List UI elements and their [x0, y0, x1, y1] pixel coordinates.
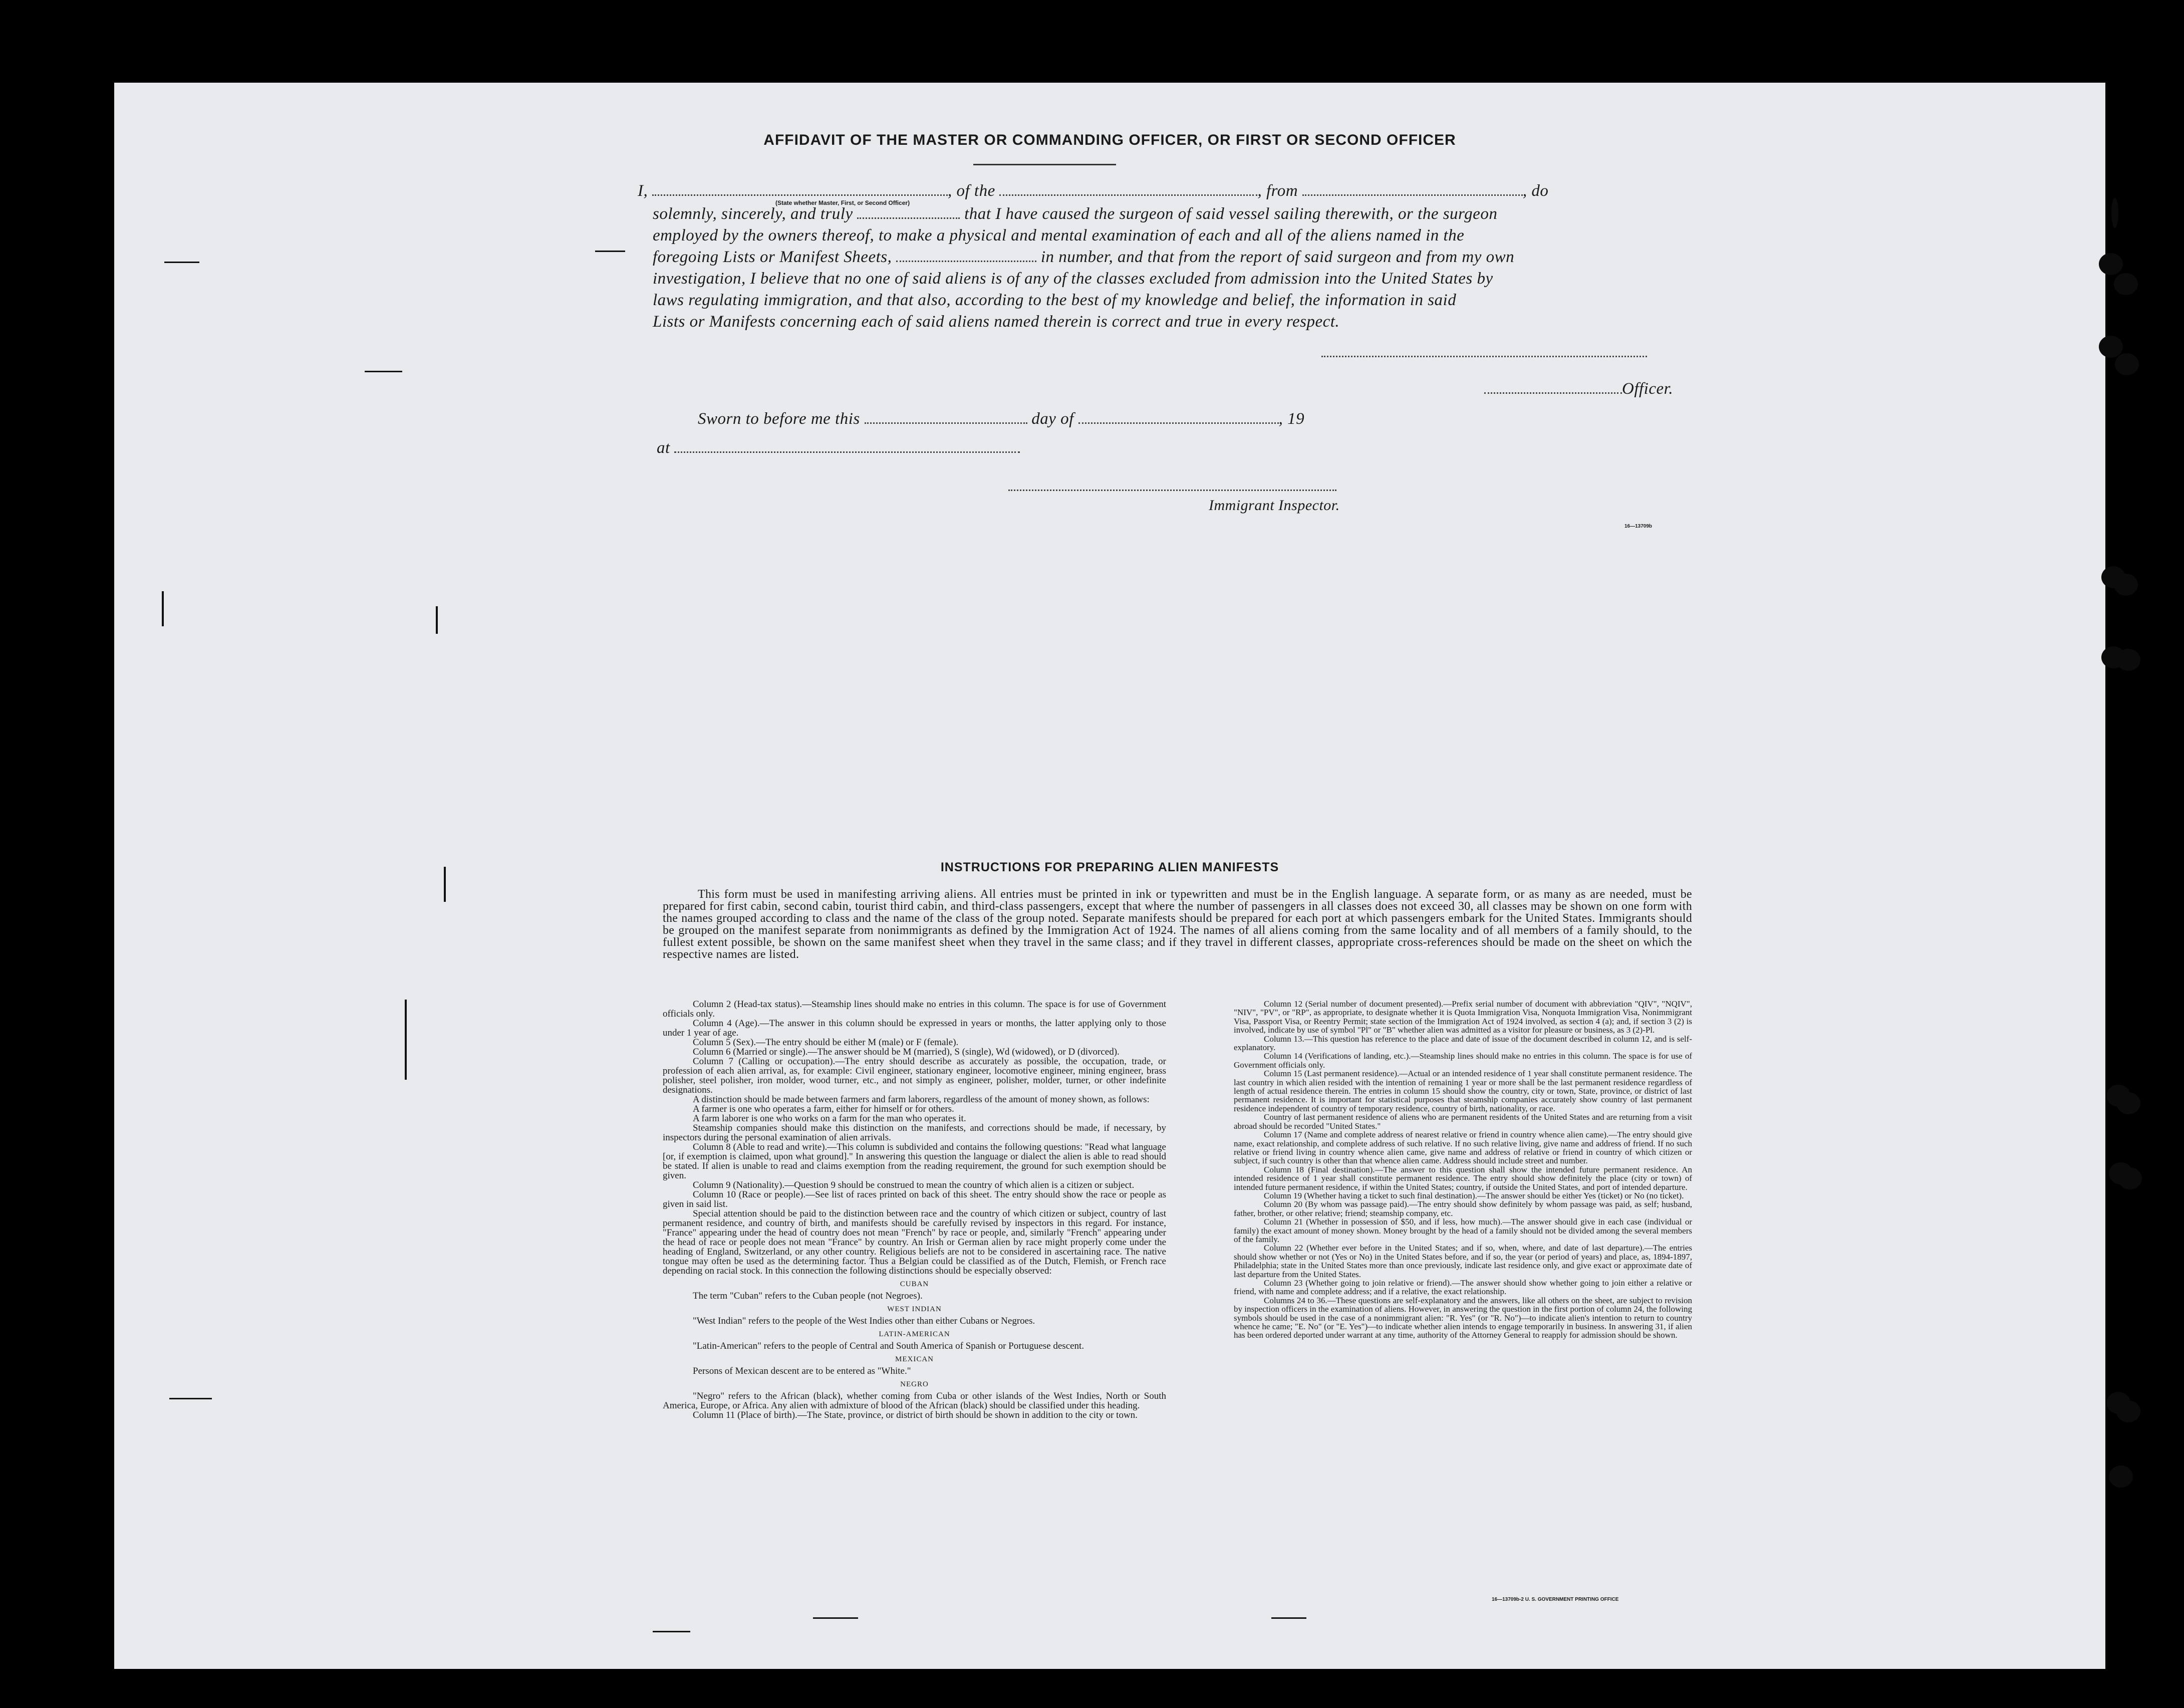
- officer-rank-note: (State whether Master, First, or Second Officer): [775, 199, 910, 206]
- binder-hole: [2118, 1167, 2142, 1189]
- col14-paragraph: Column 14 (Verifications of landing, etc.).—Steamship lines should make no entries in this column. The space is for use of Government officials only.: [1234, 1051, 1692, 1070]
- scan-mark: [436, 606, 438, 634]
- instructions-right-column: [1234, 1000, 1692, 1340]
- mexican-text: Persons of Mexican descent are to be entered as "White.": [693, 1366, 911, 1376]
- officer-name-field[interactable]: [1484, 392, 1622, 394]
- scan-mark: [653, 1631, 690, 1632]
- at-line: [657, 437, 1020, 459]
- affidavit-in-number: in number, and that from the report of said surgeon and from my own: [1040, 248, 1515, 266]
- sworn-place-field[interactable]: [674, 451, 1020, 453]
- col10-paragraph: Column 10 (Race or people).—See list of races printed on back of this sheet. The entry should show the race or people as given in said list.: [663, 1189, 1166, 1209]
- scan-mark: [405, 1000, 407, 1080]
- col24-36-paragraph: Columns 24 to 36.—These questions are self-explanatory and the answers, like all others on the sheet, are subject to revision by inspection officers in the examination of aliens. However, in answering the question in the first portion of column 24, the following symbols should be used in the case of a nonimmigrant alien: "R. Yes" (or "R. No")—to indicate alien's intention to return to country whence he came; "E. No" (or "E. Yes")—to indicate whether alien intends to engage temporarily in business. In answering 31, if alien has been ordered deported under warrant at any time, authority of the Attorney General to reapply for admission should be shown.: [1234, 1295, 1692, 1340]
- binder-hole: [2109, 1466, 2133, 1488]
- officer-rank-field[interactable]: [652, 194, 948, 196]
- col17-paragraph: Column 17 (Name and complete address of nearest relative or friend in country whence alien came).—The entry should give name, exact relationship, and complete address of such relative. If no such relative living, give name and address of friend. If no such relative or friend living in country whence alien came, give name and address of relative or friend in country of which citizen or subject, if such country is other than that whence alien came. Address should include street and number.: [1234, 1130, 1692, 1166]
- farmer-distinction: A distinction should be made between farmers and farm laborers, regardless of the amount of money shown, as follows:: [693, 1094, 1150, 1105]
- col9-paragraph: Column 9 (Nationality).—Question 9 should be construed to mean the country of which alien is a citizen or subject.: [693, 1180, 1135, 1190]
- col18-paragraph: Column 18 (Final destination).—The answer to this question shall show the intended future permanent residence. An intended residence of 1 year shall constitute permanent residence. The entry should show definitely the place (city or town) of intended future permanent residence, if within the United States; country, if outside the United States, and port of intended departure.: [1234, 1164, 1692, 1192]
- race-distinction-paragraph: Special attention should be paid to the distinction between race and the country of which citizen or subject, country of last permanent residence, and country of birth, and manifests should be carefully revised by inspectors in this regard. For instance, "France" appearing under the head of country does not mean "French" by race or people, and, similarly "French" appearing under the head of race or people does not mean "France" by country. An Irish or German alien by race might properly come under the heading of England, Switzerland, or any other country. Religious beliefs are not to be considered in ascertaining race. The native tongue may often be used as the determining factor. Thus a Belgian could be classified as of the Dutch, Flemish, or French race depending on racial stock. In this connection the following distinctions should be especially observed:: [663, 1208, 1166, 1276]
- cuban-heading: CUBAN: [900, 1280, 929, 1288]
- day-of-label: day of: [1031, 410, 1074, 428]
- binder-hole: [2115, 353, 2139, 375]
- officer-label: Officer.: [1622, 380, 1674, 398]
- at-label: at: [657, 439, 670, 457]
- affidavit-line-1: [638, 180, 1548, 202]
- negro-heading: NEGRO: [900, 1380, 929, 1388]
- scan-mark: [1271, 1617, 1306, 1619]
- west-indian-text: "West Indian" refers to the people of the West Indies other than either Cubans or Negroes.: [693, 1316, 1035, 1326]
- binder-hole: [2116, 1092, 2140, 1114]
- mexican-heading: MEXICAN: [895, 1355, 934, 1363]
- col6-paragraph: Column 6 (Married or single).—The answer should be M (married), S (single), Wd (widowed), or D (divorced).: [693, 1047, 1120, 1057]
- negro-text: "Negro" refers to the African (black), whether coming from Cuba or other islands of the West Indies, North or South America, Europe, or Africa. Any alien with admixture of blood of the African (black) should be classified under this heading.: [663, 1391, 1166, 1411]
- instructions-intro: This form must be used in manifesting arriving aliens. All entries must be printed in ink or typewritten and must be in the English language. A separate form, or as many as are needed, must be prepared for first cabin, second cabin, tourist third cabin, and third-class passengers, except that where the number of passengers in all classes does not exceed 30, all classes may be shown on one form with the names grouped according to class and the name of the class of the group noted. Separate manifests should be prepared for each port at which passengers embark for the United States. Immigrants should be grouped on the manifest separate from nonimmigrants as defined by the Immigration Act of 1924. The names of all aliens coming from the same locality and of all members of a family should, to the fullest extent possible, be shown on the same manifest sheet when they travel in the same class; and if they travel in different classes, appropriate cross-references should be made on the sheet on which the respective names are listed.: [663, 888, 1692, 961]
- col21-paragraph: Column 21 (Whether in possession of $50, and if less, how much).—The answer should give in each case (individual or family) the exact amount of money shown. Money brought by the head of a family should not be divided among the several members of the family.: [1234, 1217, 1692, 1244]
- sworn-month-field[interactable]: [1078, 422, 1279, 424]
- affidavit-line-7: Lists or Manifests concerning each of said aliens named therein is correct and true in every respect.: [653, 313, 1340, 331]
- farm-laborer-definition: A farm laborer is one who works on a farm for the man who operates it.: [693, 1113, 966, 1124]
- scan-mark: [444, 867, 446, 902]
- col4-paragraph: Column 4 (Age).—The answer in this column should be expressed in years or months, the latter applying only to those under 1 year of age.: [663, 1018, 1166, 1038]
- scan-mark: [595, 251, 625, 252]
- affidavit-solemnly: solemnly, sincerely, and truly: [653, 205, 853, 223]
- corrections-paragraph: Steamship companies should make this distinction on the manifests, and corrections should be made, if necessary, by inspectors during the personal examination of alien arrivals.: [663, 1123, 1166, 1143]
- col8-paragraph: Column 8 (Able to read and write).—This column is subdivided and contains the following questions: "Read what language [or, if exemption is claimed, upon what ground]." In answering this question the language or dialect the alien is able to read should be stated. If alien is unable to read and claims exemption from the reading requirement, the ground for such exemption should be given.: [663, 1142, 1166, 1181]
- scan-mark: [164, 262, 199, 263]
- binder-hole: [2099, 253, 2123, 275]
- affidavit-line-3: employed by the owners thereof, to make a physical and mental examination of each and all of the aliens named in the: [653, 226, 1465, 245]
- binder-hole: [2114, 273, 2138, 295]
- officer-signature-line[interactable]: [1321, 356, 1647, 357]
- affidavit-i: I,: [638, 182, 648, 200]
- affidavit-from: , from: [1257, 182, 1298, 200]
- binder-hole: [2111, 198, 2118, 228]
- col7-paragraph: Column 7 (Calling or occupation).—The entry should describe as accurately as possible, the occupation, trade, or profession of each alien arrival, as, for example: Civil engineer, stationary engineer, locomotive engineer, mining engineer, brass polisher, steel polisher, iron molder, wood turner, etc., and not simply as engineer, polisher, molder, turner, or other indefinite designations.: [663, 1056, 1166, 1095]
- scan-mark: [162, 591, 164, 626]
- col11-paragraph: Column 11 (Place of birth).—The State, province, or district of birth should be shown in addition to the city or town.: [693, 1410, 1138, 1420]
- departure-port-field[interactable]: [1302, 194, 1523, 196]
- instructions-left-column: [663, 1000, 1166, 1420]
- cuban-text: The term "Cuban" refers to the Cuban people (not Negroes).: [693, 1291, 923, 1301]
- printing-office-footer: 16—13709b-2 U. S. GOVERNMENT PRINTING OFFICE: [1492, 1597, 1619, 1602]
- affidavit-line-4: [653, 247, 1514, 268]
- col15-paragraph: Column 15 (Last permanent residence).—Actual or an intended residence of 1 year shall constitute permanent residence. The last country in which alien resided with the intention of remaining 1 year or more shall be the last permanent residence regardless of length of actual residence therein. The entries in column 15 should show the country, city or town, State, province, or district of last permanent residence. It is important for statistical purposes that steamship companies accurately show country of last permanent residence independent of country of temporary residence, country of birth, nationality, or race.: [1234, 1069, 1692, 1113]
- sworn-label: Sworn to before me this: [698, 410, 860, 428]
- binder-hole: [2116, 1400, 2140, 1422]
- col13-paragraph: Column 13.—This question has reference to the place and date of issue of the document described in column 12, and is self-explanatory.: [1234, 1034, 1692, 1053]
- affidavit-line-6: laws regulating immigration, and that also, according to the best of my knowledge and belief, the information in said: [653, 291, 1457, 309]
- col2-paragraph: Column 2 (Head-tax status).—Steamship lines should make no entries in this column. The space is for use of Government officials only.: [663, 999, 1166, 1019]
- inspector-signature-line[interactable]: [1008, 490, 1336, 491]
- binder-hole: [2099, 336, 2123, 358]
- year-label: , 19: [1278, 410, 1305, 428]
- affidavit-line-5: investigation, I believe that no one of said aliens is of any of the classes excluded from admission into the United States by: [653, 270, 1493, 288]
- manifest-sheet: [114, 83, 2105, 1669]
- latin-american-text: "Latin-American" refers to the people of Central and South America of Spanish or Portuguese descent.: [693, 1341, 1084, 1351]
- col12-paragraph: Column 12 (Serial number of document presented).—Prefix serial number of document with abbreviation "QIV", "NQIV", "NIV", "PV", or "RP", as appropriate, to designate whether it is Quota Immigration Visa, Nonquota Immigration Visa, Nonimmigrant Visa, Passport Visa, or Reentry Permit; state section of the Immigration Act of 1924 involved, as section 4 (a); and, if section 3 (2) is involved, indicate by use of symbol "Pl" or "B" whether alien was admitted as a visitor for pleasure or business, as 3 (2)-Pl.: [1234, 999, 1692, 1035]
- affidavit-foregoing: foregoing Lists or Manifest Sheets,: [653, 248, 892, 266]
- sheet-count-field[interactable]: [896, 261, 1036, 262]
- affidavit-of-the: , of the: [948, 182, 995, 200]
- sworn-day-field[interactable]: [865, 422, 1027, 424]
- residence-paragraph: Country of last permanent residence of aliens who are permanent residents of the United States and are returning from a visit abroad should be recorded "United States.": [1234, 1112, 1692, 1131]
- col23-paragraph: Column 23 (Whether going to join relative or friend).—The answer should show whether going to join either a relative or friend, with name and complete address; and if a relative, the exact relationship.: [1234, 1278, 1692, 1297]
- scan-mark: [365, 371, 402, 372]
- oath-form-field[interactable]: [857, 217, 960, 219]
- affidavit-surgeon: that I have caused the surgeon of said vessel sailing therewith, or the surgeon: [964, 205, 1498, 223]
- inspector-label: Immigrant Inspector.: [1209, 497, 1340, 514]
- scan-mark: [813, 1617, 858, 1619]
- col5-paragraph: Column 5 (Sex).—The entry should be either M (male) or F (female).: [693, 1037, 959, 1048]
- binder-hole: [2114, 574, 2138, 596]
- title-rule: [973, 164, 1116, 165]
- affidavit-line-2: [653, 203, 1497, 225]
- farmer-definition: A farmer is one who operates a farm, either for himself or for others.: [693, 1104, 954, 1114]
- affidavit-do: , do: [1522, 182, 1549, 200]
- binder-hole: [2116, 649, 2140, 671]
- vessel-name-field[interactable]: [999, 194, 1257, 196]
- form-number: 16—13709b: [1624, 524, 1653, 529]
- col22-paragraph: Column 22 (Whether ever before in the United States; and if so, when, where, and date of last departure).—The entries should show whether or not (Yes or No) in the United States before, and if so, the year (or period of years) and place, as, 1894-1897, Philadelphia; state in the United States more than once previously, indicate last residence only, and give exact or approximate date of last departure from the United States.: [1234, 1243, 1692, 1279]
- west-indian-heading: WEST INDIAN: [887, 1305, 942, 1313]
- latin-american-heading: LATIN-AMERICAN: [879, 1330, 950, 1338]
- affidavit-title: AFFIDAVIT OF THE MASTER OR COMMANDING OFFICER, OR FIRST OR SECOND OFFICER: [763, 132, 1456, 148]
- instructions-title: INSTRUCTIONS FOR PREPARING ALIEN MANIFESTS: [940, 860, 1279, 874]
- col20-paragraph: Column 20 (By whom was passage paid).—The entry should show definitely by whom passage was paid, as self; husband, father, brother, or other relative; friend; steamship company, etc.: [1234, 1199, 1692, 1218]
- officer-line: [1484, 378, 1673, 400]
- scan-mark: [169, 1398, 212, 1399]
- col19-paragraph: Column 19 (Whether having a ticket to such final destination).—The answer should be either Yes (ticket) or No (no ticket).: [1264, 1190, 1684, 1200]
- sworn-line: [698, 408, 1304, 430]
